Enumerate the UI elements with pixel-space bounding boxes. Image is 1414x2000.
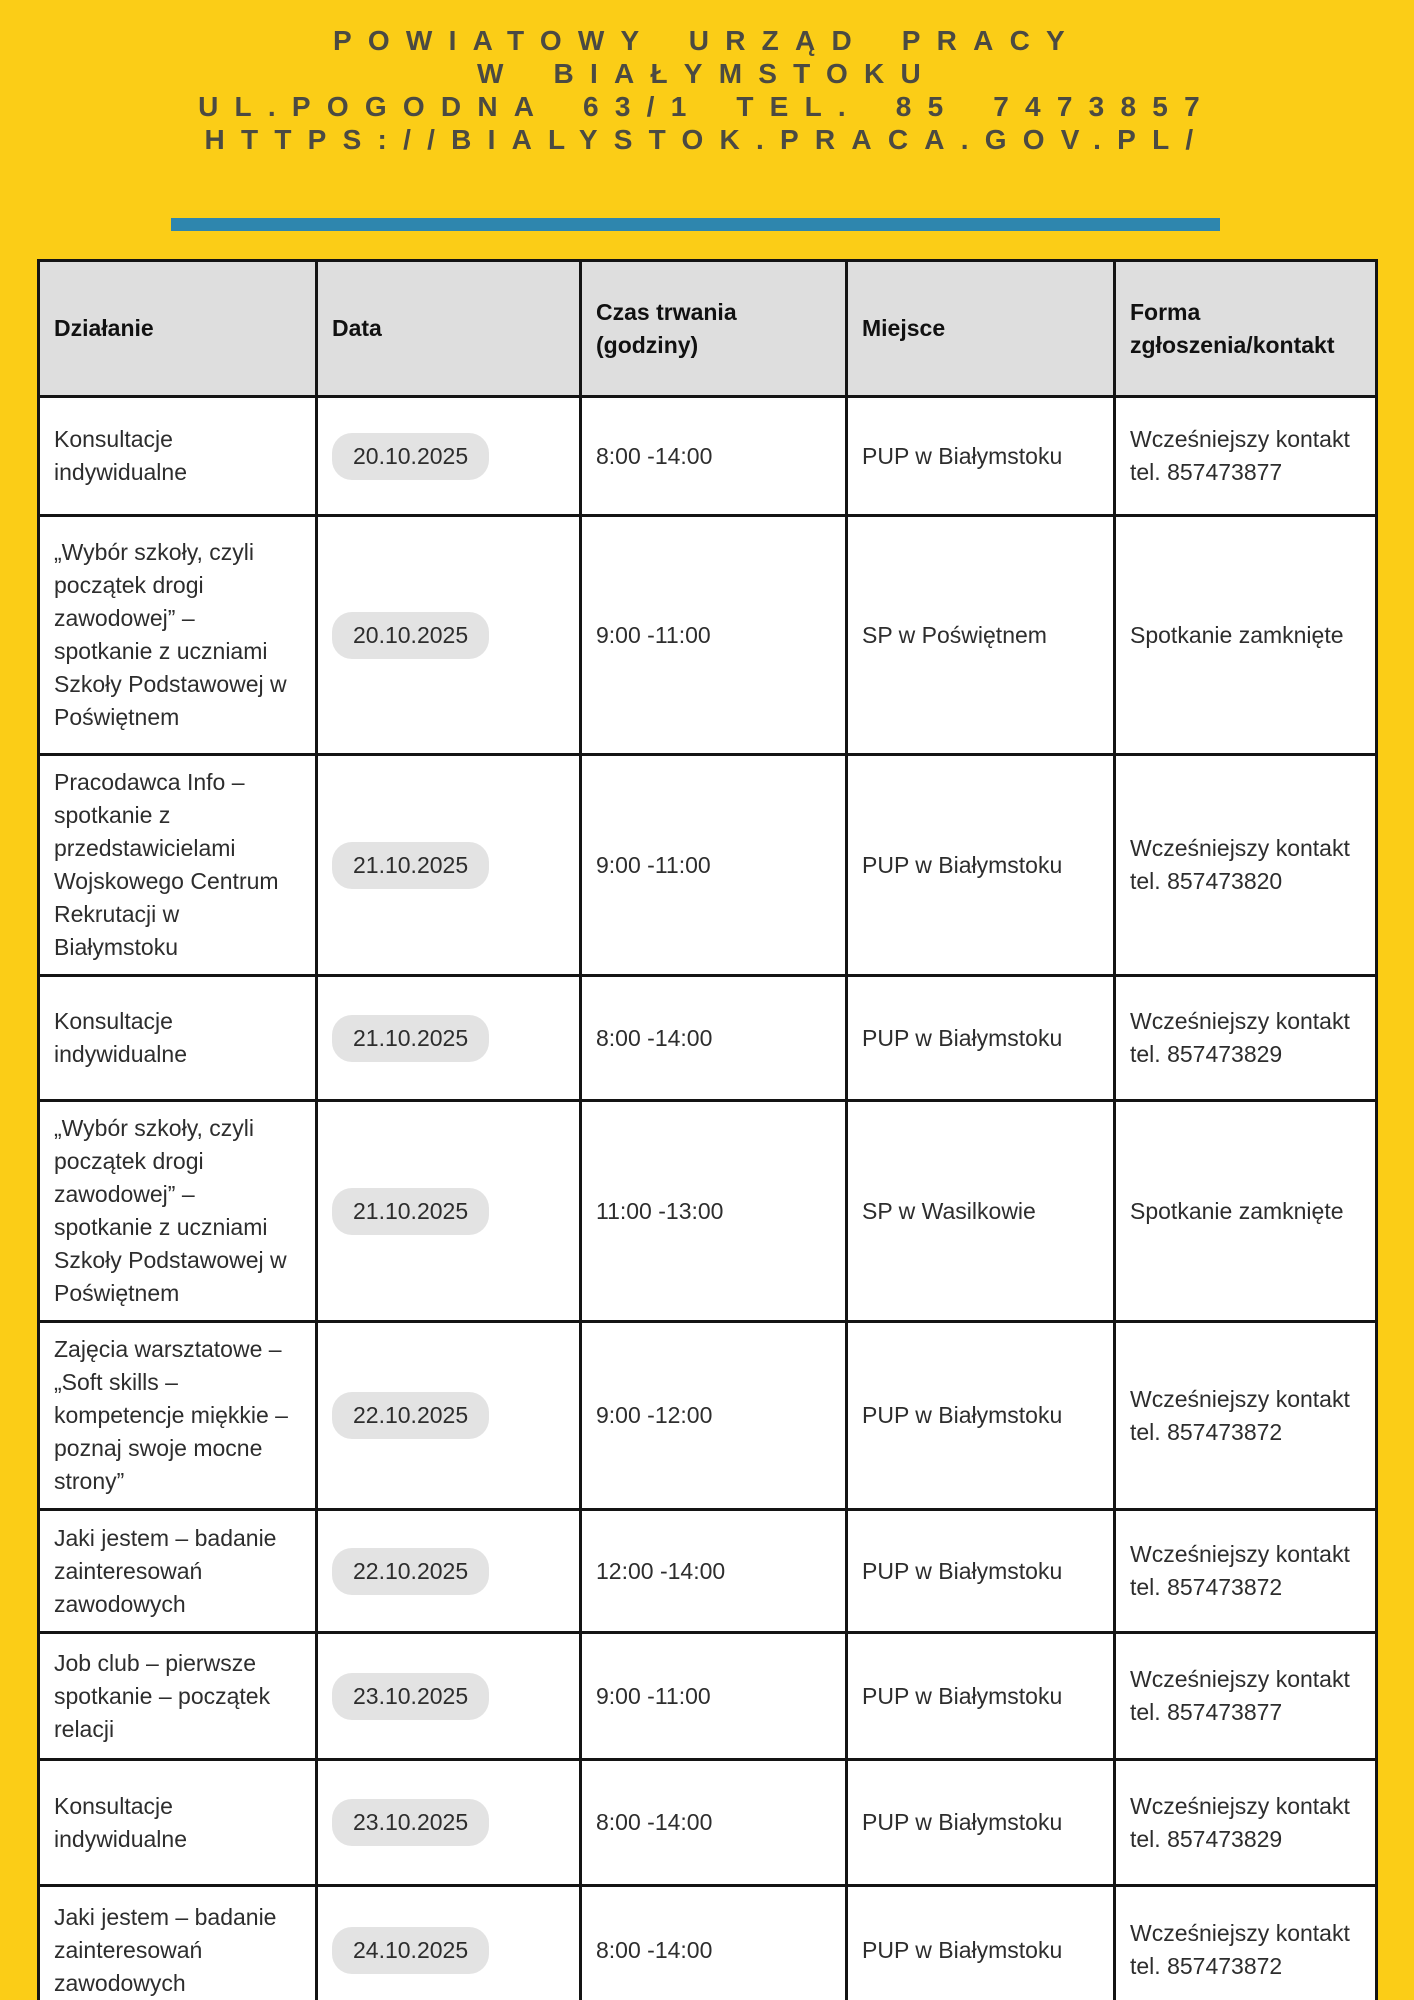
- table-row: [39, 397, 1377, 516]
- header-title-line-2: W BIAŁYMSTOKU: [477, 58, 937, 89]
- time-cell: 9:00 -11:00: [581, 755, 847, 976]
- header-address-line: UL.POGODNA 63/1 TEL. 85 7473857: [198, 91, 1216, 122]
- column-header-czas-trwania: Czas trwania (godziny): [581, 261, 847, 397]
- place-cell: PUP w Białymstoku: [847, 1633, 1115, 1760]
- table-row: [39, 755, 1377, 976]
- place-cell: PUP w Białymstoku: [847, 1322, 1115, 1510]
- date-pill: 22.10.2025: [332, 1548, 489, 1595]
- date-pill: 20.10.2025: [332, 433, 489, 480]
- contact-cell: Spotkanie zamknięte: [1115, 1101, 1377, 1322]
- action-cell: Job club – pierwsze spotkanie – początek relacji: [39, 1633, 317, 1760]
- place-cell: SP w Wasilkowie: [847, 1101, 1115, 1322]
- date-pill: 23.10.2025: [332, 1673, 489, 1720]
- header-block: [0, 0, 1414, 156]
- table-row: [39, 1760, 1377, 1886]
- place-cell: PUP w Białymstoku: [847, 397, 1115, 516]
- time-cell: 9:00 -11:00: [581, 1633, 847, 1760]
- column-header-miejsce: Miejsce: [847, 261, 1115, 397]
- time-cell: 8:00 -14:00: [581, 1760, 847, 1886]
- column-header-forma-zgloszenia: Forma zgłoszenia/kontakt: [1115, 261, 1377, 397]
- date-cell: [317, 516, 581, 755]
- action-cell: Jaki jestem – badanie zainteresowań zawodowych: [39, 1886, 317, 2000]
- place-cell: PUP w Białymstoku: [847, 1760, 1115, 1886]
- time-cell: 8:00 -14:00: [581, 976, 847, 1101]
- action-cell: Konsultacje indywidualne: [39, 397, 317, 516]
- contact-cell: Wcześniejszy kontakt tel. 857473829: [1115, 1760, 1377, 1886]
- action-cell: „Wybór szkoły, czyli początek drogi zawodowej” – spotkanie z uczniami Szkoły Podstawowej w Poświętnem: [39, 1101, 317, 1322]
- date-cell: [317, 1760, 581, 1886]
- contact-cell: Spotkanie zamknięte: [1115, 516, 1377, 755]
- date-cell: [317, 1886, 581, 2000]
- column-header-dzialanie: Działanie: [39, 261, 317, 397]
- date-cell: [317, 976, 581, 1101]
- table-header-row: [39, 261, 1377, 397]
- date-pill: 21.10.2025: [332, 842, 489, 889]
- table-row: [39, 1322, 1377, 1510]
- time-cell: 12:00 -14:00: [581, 1510, 847, 1633]
- time-cell: 9:00 -12:00: [581, 1322, 847, 1510]
- contact-cell: Wcześniejszy kontakt tel. 857473877: [1115, 1633, 1377, 1760]
- contact-cell: Wcześniejszy kontakt tel. 857473820: [1115, 755, 1377, 976]
- table-row: [39, 1886, 1377, 2000]
- action-cell: Konsultacje indywidualne: [39, 976, 317, 1101]
- date-cell: [317, 1322, 581, 1510]
- date-cell: [317, 1510, 581, 1633]
- contact-cell: Wcześniejszy kontakt tel. 857473872: [1115, 1322, 1377, 1510]
- date-cell: [317, 1101, 581, 1322]
- date-pill: 23.10.2025: [332, 1799, 489, 1846]
- contact-cell: Wcześniejszy kontakt tel. 857473872: [1115, 1886, 1377, 2000]
- table-row: [39, 976, 1377, 1101]
- place-cell: PUP w Białymstoku: [847, 1886, 1115, 2000]
- table-row: [39, 1633, 1377, 1760]
- place-cell: SP w Poświętnem: [847, 516, 1115, 755]
- action-cell: Jaki jestem – badanie zainteresowań zawodowych: [39, 1510, 317, 1633]
- date-cell: [317, 1633, 581, 1760]
- date-pill: 22.10.2025: [332, 1392, 489, 1439]
- place-cell: PUP w Białymstoku: [847, 755, 1115, 976]
- action-cell: „Wybór szkoły, czyli początek drogi zawodowej” – spotkanie z uczniami Szkoły Podstawowej w Poświętnem: [39, 516, 317, 755]
- date-pill: 20.10.2025: [332, 612, 489, 659]
- action-cell: Pracodawca Info – spotkanie z przedstawicielami Wojskowego Centrum Rekrutacji w Białymstoku: [39, 755, 317, 976]
- date-cell: [317, 755, 581, 976]
- place-cell: PUP w Białymstoku: [847, 1510, 1115, 1633]
- column-header-data: Data: [317, 261, 581, 397]
- header-url-line: HTTPS://BIALYSTOK.PRACA.GOV.PL/: [204, 124, 1210, 155]
- events-table: [37, 259, 1378, 2000]
- time-cell: 9:00 -11:00: [581, 516, 847, 755]
- contact-cell: Wcześniejszy kontakt tel. 857473877: [1115, 397, 1377, 516]
- table-row: [39, 1510, 1377, 1633]
- time-cell: 8:00 -14:00: [581, 397, 847, 516]
- date-pill: 24.10.2025: [332, 1927, 489, 1974]
- date-pill: 21.10.2025: [332, 1015, 489, 1062]
- header-title-line-1: POWIATOWY URZĄD PRACY: [333, 25, 1081, 56]
- time-cell: 8:00 -14:00: [581, 1886, 847, 2000]
- action-cell: Zajęcia warsztatowe – „Soft skills – kompetencje miękkie – poznaj swoje mocne strony”: [39, 1322, 317, 1510]
- table-row: [39, 516, 1377, 755]
- table-row: [39, 1101, 1377, 1322]
- action-cell: Konsultacje indywidualne: [39, 1760, 317, 1886]
- time-cell: 11:00 -13:00: [581, 1101, 847, 1322]
- date-cell: [317, 397, 581, 516]
- contact-cell: Wcześniejszy kontakt tel. 857473872: [1115, 1510, 1377, 1633]
- contact-cell: Wcześniejszy kontakt tel. 857473829: [1115, 976, 1377, 1101]
- date-pill: 21.10.2025: [332, 1188, 489, 1235]
- accent-bar: [171, 218, 1220, 231]
- place-cell: PUP w Białymstoku: [847, 976, 1115, 1101]
